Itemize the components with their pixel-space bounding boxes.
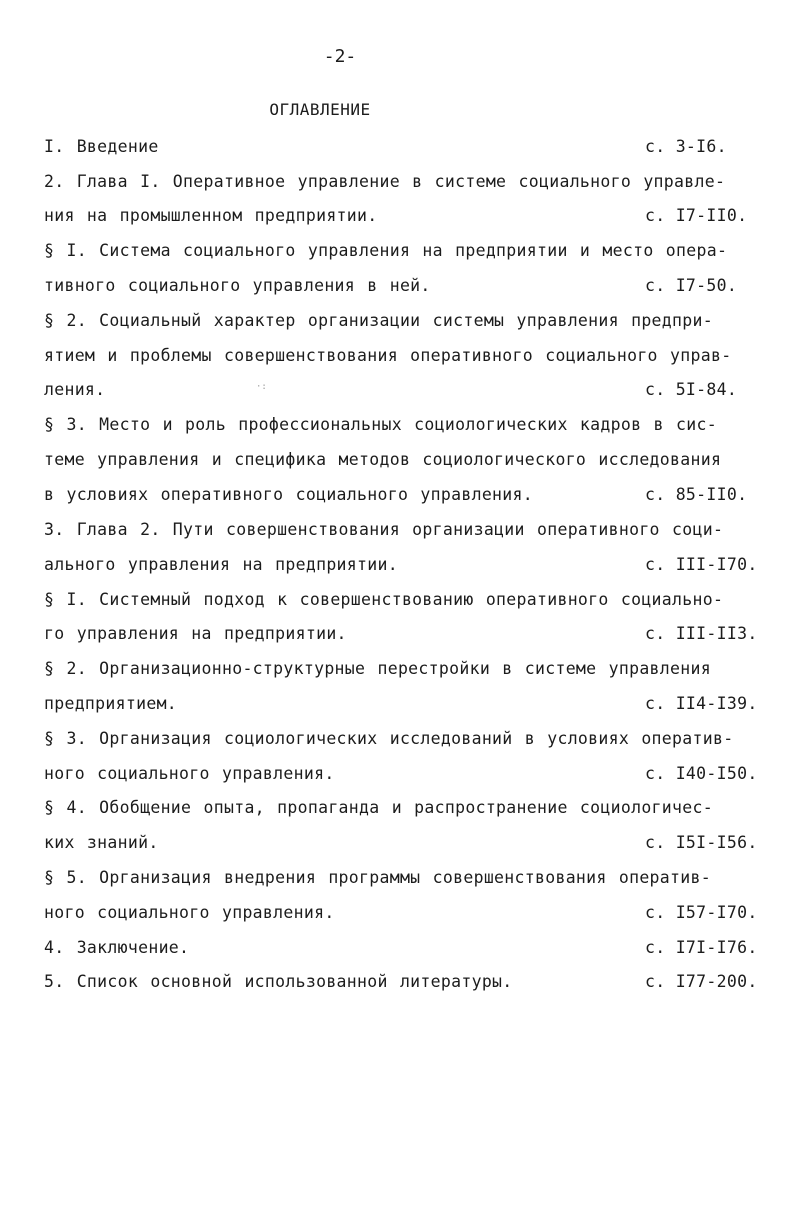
toc-entry-line: 4. Заключение. [44, 938, 190, 957]
toc-entry-pages: с. I7I-I76. [645, 938, 758, 957]
toc-entry-line: предприятием. [44, 694, 178, 713]
toc-entry-line: § 2. Социальный характер организации системы управления предпри- [44, 311, 713, 330]
toc-entry-pages: с. 5I-84. [645, 380, 738, 399]
scan-speck: ·: [256, 382, 267, 392]
toc-entry-line: 2. Глава I. Оперативное управление в системе социального управле- [44, 172, 726, 191]
toc-entry-line: § I. Системный подход к совершенствованию оперативного социально- [44, 590, 724, 609]
toc-entry-pages: с. II4-I39. [645, 694, 758, 713]
toc-entry-line: 5. Список основной использованной литературы. [44, 972, 513, 991]
toc-entry-line: теме управления и специфика методов социологического исследования [44, 450, 722, 469]
toc-entry-line: § 4. Обобщение опыта, пропаганда и распространение социологичес- [44, 798, 713, 817]
toc-entry-pages: с. I40-I50. [645, 764, 758, 783]
toc-entry-line: ления. [44, 380, 106, 399]
toc-entry-pages: с. 3-I6. [645, 137, 727, 156]
toc-entry-line: в условиях оперативного социального управления. [44, 485, 533, 504]
toc-entry-pages: с. III-II3. [645, 624, 758, 643]
toc-entry-line: ния на промышленном предприятии. [44, 206, 378, 225]
toc-entry-line: § 3. Организация социологических исследований в условиях оператив- [44, 729, 734, 748]
toc-entry-pages: с. I7-II0. [645, 206, 748, 225]
toc-entry-pages: с. III-I70. [645, 555, 758, 574]
toc-entry-line: тивного социального управления в ней. [44, 276, 431, 295]
toc-entry-line: 3. Глава 2. Пути совершенствования организации оперативного соци- [44, 520, 724, 539]
toc-entry-line: го управления на предприятии. [44, 624, 347, 643]
toc-entry-line: ного социального управления. [44, 903, 335, 922]
toc-entry-line: § 2. Организационно-структурные перестройки в системе управления [44, 659, 711, 678]
toc-entry-pages: с. 85-II0. [645, 485, 748, 504]
toc-entry-line: ального управления на предприятии. [44, 555, 398, 574]
toc-entry-pages: с. I5I-I56. [645, 833, 758, 852]
page-number: -2- [323, 46, 357, 67]
toc-entry-line: § I. Система социального управления на предприятии и место опера- [44, 241, 728, 260]
toc-title: ОГЛАВЛЕНИЕ [269, 100, 371, 119]
toc-entry-line: § 3. Место и роль профессиональных социологических кадров в сис- [44, 415, 717, 434]
toc-entry-pages: с. I7-50. [645, 276, 738, 295]
toc-entry-line: ятием и проблемы совершенствования оперативного социального управ- [44, 346, 732, 365]
toc-entry-line: ного социального управления. [44, 764, 335, 783]
toc-entry-line: I. Введение [44, 137, 159, 156]
toc-entry-pages: с. I57-I70. [645, 903, 758, 922]
toc-entry-line: ких знаний. [44, 833, 159, 852]
toc-entry-pages: с. I77-200. [645, 972, 758, 991]
toc-entry-line: § 5. Организация внедрения программы совершенствования оператив- [44, 868, 711, 887]
